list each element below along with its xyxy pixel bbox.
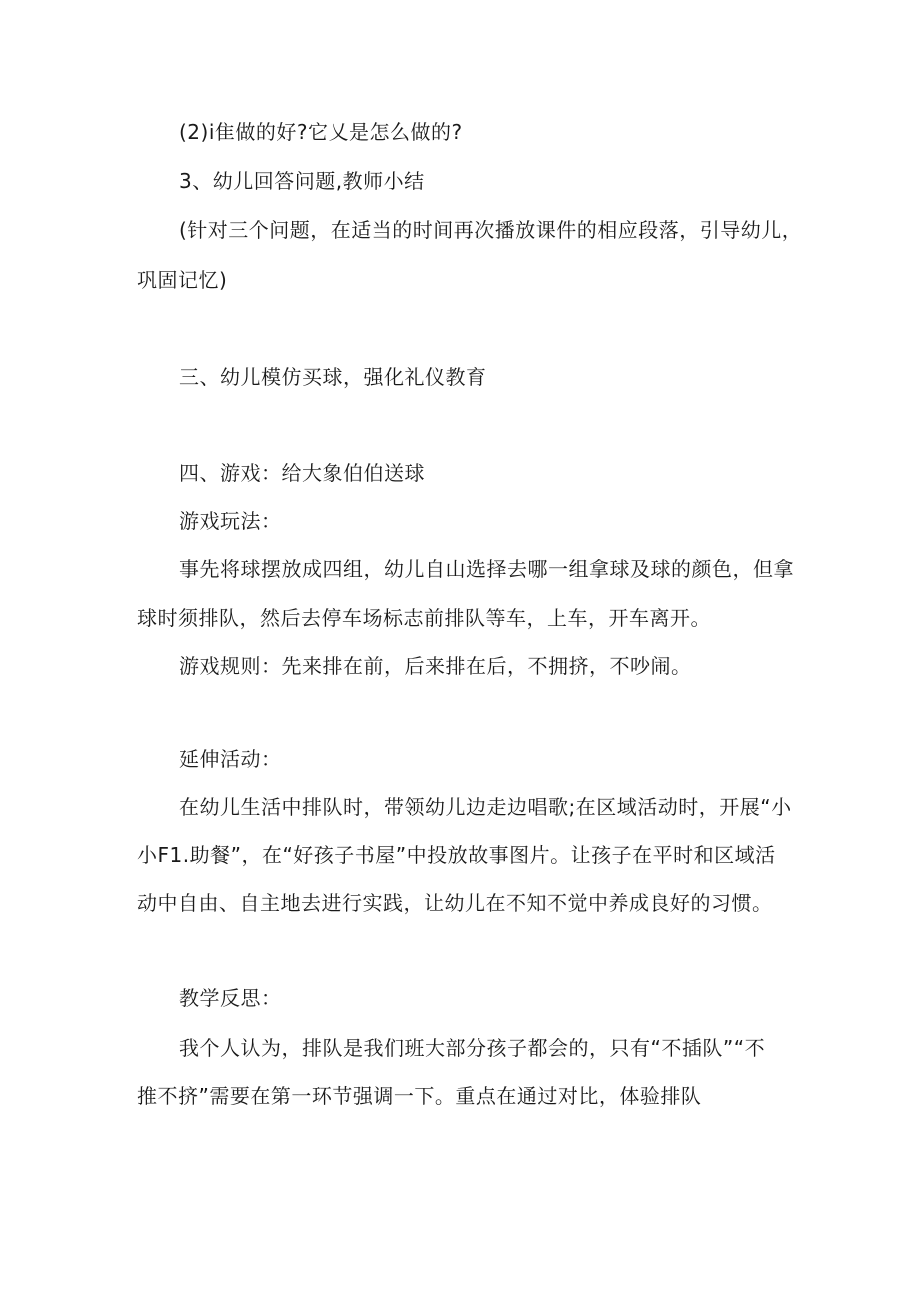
text-line: (2)i隹做的好?它乂是怎么做的?: [179, 120, 463, 144]
subheading: 教学反思：: [179, 986, 282, 1010]
text-line: 动中自由、自主地去进行实践，让幼儿在不知不觉中养成良好的习惯。: [137, 891, 773, 915]
text-line: 事先将球摆放成四组，幼儿自山选择去哪一组拿球及球的颜色，但拿: [179, 557, 794, 581]
text-line: 巩固记忆): [137, 268, 228, 292]
subheading: 延伸活动：: [179, 747, 282, 771]
section-heading: 三、幼儿模仿买球，强化礼仪教育: [179, 365, 487, 389]
text-line: 我个人认为，排队是我们班大部分孩子都会的，只有“不插队”“不: [179, 1036, 766, 1060]
text-line: 3、幼儿回答问题,教师小结: [179, 169, 425, 193]
text-line: 在幼儿生活中排队时，带领幼儿边走边唱歌;在区域活动时，开展“小: [179, 795, 792, 819]
subheading: 游戏玩法：: [179, 509, 282, 533]
section-heading: 四、游戏：给大象伯伯送球: [179, 461, 425, 485]
text-line: 推不挤”需要在第一环节强调一下。重点在通过对比，体验排队: [137, 1084, 702, 1108]
text-line: 游戏规则：先来排在前，后来排在后，不拥挤，不吵闹。: [179, 654, 692, 678]
text-line: 小F1.助餐”，在“好孩子书屋”中投放故事图片。让孩子在平时和区域活: [137, 843, 776, 867]
text-line: 球时须排队，然后去停车场标志前排队等车，上车，开车离开。: [137, 606, 711, 630]
text-line: (针对三个问题，在适当的时间再次播放课件的相应段落，引导幼儿，: [179, 218, 803, 242]
